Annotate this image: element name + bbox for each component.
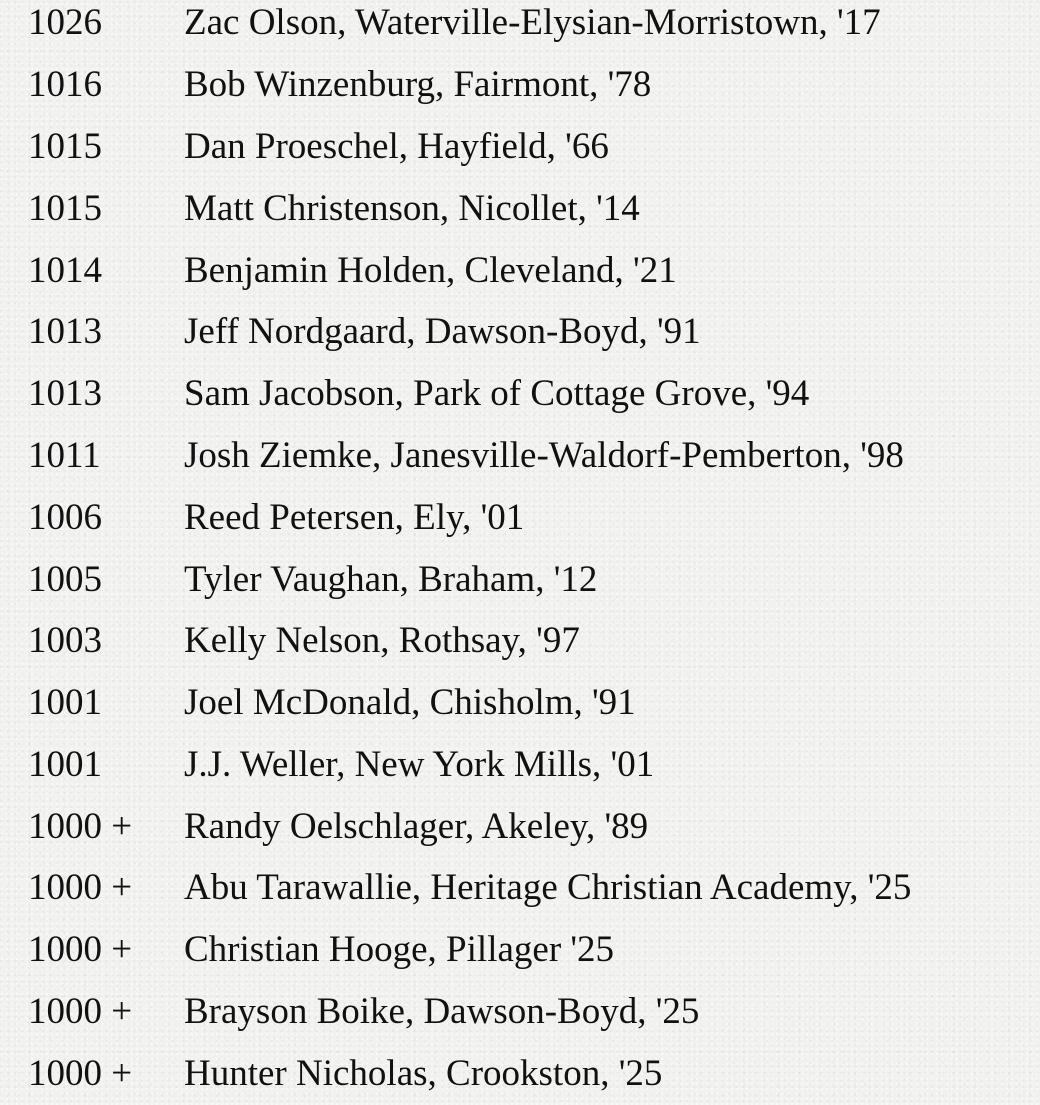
list-item bbox=[0, 857, 1040, 919]
list-item bbox=[0, 610, 1040, 672]
item-score: 1026 bbox=[28, 2, 102, 43]
list-item bbox=[0, 116, 1040, 178]
list-item bbox=[0, 178, 1040, 240]
item-player: Bob Winzenburg, Fairmont, '78 bbox=[184, 64, 652, 105]
item-score: 1005 bbox=[28, 559, 102, 600]
item-score: 1000 + bbox=[28, 806, 133, 847]
item-player: Jeff Nordgaard, Dawson-Boyd, '91 bbox=[184, 311, 701, 352]
item-player: Kelly Nelson, Rothsay, '97 bbox=[184, 620, 580, 661]
item-player: Reed Petersen, Ely, '01 bbox=[184, 497, 525, 538]
list-item bbox=[0, 487, 1040, 549]
list-item bbox=[0, 734, 1040, 796]
list-item bbox=[0, 0, 1040, 54]
item-score: 1014 bbox=[28, 250, 102, 291]
item-score: 1001 bbox=[28, 744, 102, 785]
item-player: Zac Olson, Waterville-Elysian-Morristown, '17 bbox=[184, 2, 881, 43]
list-item bbox=[0, 1043, 1040, 1105]
item-score: 1003 bbox=[28, 620, 102, 661]
item-player: Christian Hooge, Pillager '25 bbox=[184, 929, 615, 970]
list-item bbox=[0, 363, 1040, 425]
item-score: 1011 bbox=[28, 435, 101, 476]
item-player: Hunter Nicholas, Crookston, '25 bbox=[184, 1053, 663, 1094]
item-score: 1013 bbox=[28, 311, 102, 352]
list-item bbox=[0, 549, 1040, 611]
item-player: Abu Tarawallie, Heritage Christian Academy, '25 bbox=[184, 867, 912, 908]
item-player: Josh Ziemke, Janesville-Waldorf-Pemberton, '98 bbox=[184, 435, 904, 476]
list-item bbox=[0, 301, 1040, 363]
item-score: 1016 bbox=[28, 64, 102, 105]
item-player: J.J. Weller, New York Mills, '01 bbox=[184, 744, 655, 785]
item-score: 1013 bbox=[28, 373, 102, 414]
item-player: Tyler Vaughan, Braham, '12 bbox=[184, 559, 598, 600]
item-player: Sam Jacobson, Park of Cottage Grove, '94 bbox=[184, 373, 810, 414]
item-score: 1001 bbox=[28, 682, 102, 723]
item-player: Brayson Boike, Dawson-Boyd, '25 bbox=[184, 991, 700, 1032]
item-player: Randy Oelschlager, Akeley, '89 bbox=[184, 806, 649, 847]
item-player: Benjamin Holden, Cleveland, '21 bbox=[184, 250, 677, 291]
list-item bbox=[0, 919, 1040, 981]
item-score: 1015 bbox=[28, 188, 102, 229]
list-item bbox=[0, 240, 1040, 302]
list-item bbox=[0, 672, 1040, 734]
item-score: 1015 bbox=[28, 126, 102, 167]
list-item bbox=[0, 796, 1040, 858]
item-score: 1006 bbox=[28, 497, 102, 538]
item-score: 1000 + bbox=[28, 929, 133, 970]
list-item bbox=[0, 54, 1040, 116]
item-score: 1000 + bbox=[28, 1053, 133, 1094]
item-player: Matt Christenson, Nicollet, '14 bbox=[184, 188, 640, 229]
list-item bbox=[0, 981, 1040, 1043]
item-score: 1000 + bbox=[28, 991, 133, 1032]
list-item bbox=[0, 425, 1040, 487]
item-player: Dan Proeschel, Hayfield, '66 bbox=[184, 126, 609, 167]
item-score: 1000 + bbox=[28, 867, 133, 908]
item-player: Joel McDonald, Chisholm, '91 bbox=[184, 682, 636, 723]
